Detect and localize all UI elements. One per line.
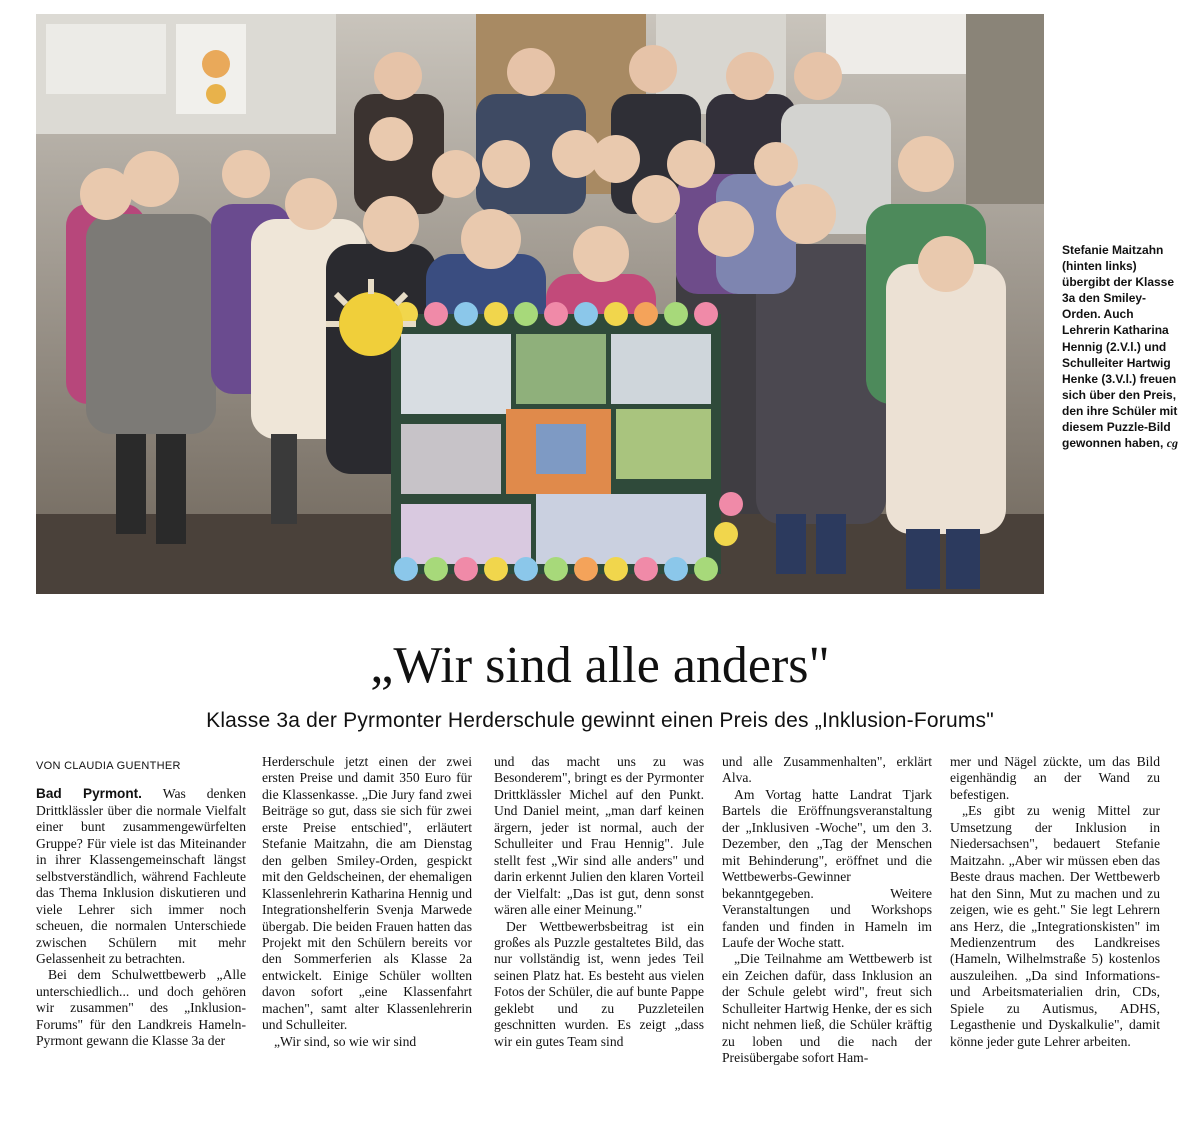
paragraph: Herderschule jetzt einen der zwei ersten Preise und damit 350 Euro für die Klassenkasse. „Die Jury fand zwei Beiträge so gut, dass sie sich für zwei erste Preise entschied", erläutert Stefanie Maitzahn, die am Dienstag den gelben Smiley-Orden, gespickt mit den Geldscheinen, der ehemaligen Klassenlehrerin Katharina Hennig und Integrationshelferin Svenja Marwede übergab. Die beiden Frauen hatten das Projekt mit den Schülern bereits vor den Sommerferien als Klasse 2a entwickelt. Einige Schüler wollten davon sofort „eine Klassenfahrt machen", samt alter Klassenlehrerin und Schulleiter. [262,754,472,1033]
caption-text: Stefanie Maitzahn (hinten links) übergibt der Klasse 3a den Smiley-Orden. Auch Lehrerin Katharina Hennig (2.V.l.) und Schulleiter Hartwig Henke (3.V.l.) freuen sich über den Preis, den ihre Schüler mit diesem Puzzle-Bild gewonnen haben, [1062,243,1178,451]
photo-caption [1062,242,1182,451]
subheadline: Klasse 3a der Pyrmonter Herderschule gewinnt einen Preis des „Inklusion-Forums" [206,709,994,732]
photo-credit: cg [1166,436,1179,451]
headline: „Wir sind alle anders" [370,637,830,694]
article-column-1 [36,758,246,1050]
paragraph: Bad Pyrmont. Was denken Drittklässler über die normale Vielfalt einer bunt zusammengewürfelten Gruppe? Für viele ist das Miteinander in ihrer Klassengemeinschaft längst selbstverständlich, während Fachleute das Thema Inklusion diskutieren und viele Lehrer sich immer noch scheuen, die normalen Unterschiede zwischen Schülern mit mehr Gelassenheit zu betrachten. [36,786,247,966]
article-column-5 [950,754,1160,1050]
paragraph: Der Wettbewerbsbeitrag ist ein großes als Puzzle gestaltetes Bild, das nur vollständig ist, wenn jedes Teil seinen Platz hat. Es besteht aus vielen Fotos der Schüler, die auf bunte Pappe geklebt und zu Puzzleteilen geschnitten wurden. Es zeigt „dass wir ein gutes Team sind [494,918,704,1049]
article-column-3 [494,754,704,1050]
article-column-4 [722,754,932,1067]
paragraph: und alle Zusammenhalten", erklärt Alva. [722,754,932,786]
dateline: Bad Pyrmont. [36,786,142,802]
paragraph: Am Vortag hatte Landrat Tjark Bartels die Eröffnungsveranstaltung der „Inklusiven -Woche", um den 3. Dezember, den „Tag der Menschen mit Behinderung", eröffnet und die Wettbewerbs-Gewinner bekanntgegeben. Weitere Veranstaltungen und Workshops fanden und finden in Hameln im Laufe der Woche statt. [722,786,932,950]
smiley-orden [339,292,403,356]
article-column-2 [262,754,472,1050]
photo-illustration [36,14,1044,594]
paragraph: „Die Teilnahme am Wettbewerb ist ein Zeichen dafür, dass Inklusion an der Schule gelebt wird", freut sich Schulleiter Hartwig Henke, der es sich nicht nehmen ließ, die Schüler kräftig zu loben und die nach der Preisübergabe sofort Ham- [722,951,932,1066]
byline: VON CLAUDIA GUENTHER [36,760,181,772]
paragraph: „Es gibt zu wenig Mittel zur Umsetzung der Inklusion in Niedersachsen", bedauert Stefanie Maitzahn. „Aber wir müssen eben das Beste draus machen. Der Wettbewerb hat den Sinn, Mut zu machen und zu zeigen, wie es geht." Sie legt Lehrern ans Herz, die „Integrationskisten" im Medienzentrum des Landkreises (Hameln, Wilhelmstraße 5) kostenlos auszuleihen. „Da sind Informations- und Arbeitsmaterialien drin, CDs, Spiele zu Autismus, ADHS, Legasthenie und Dyskalkulie", damit könne jeder gute Lehrer arbeiten. [950,803,1160,1049]
paragraph: mer und Nägel zückte, um das Bild eigenhändig an der Wand zu befestigen. [950,754,1160,802]
paragraph: Bei dem Schulwettbewerb „Alle unterschiedlich... und doch gehören wir zusammen" des „Inklusion-Forums" für den Landkreis Hameln-Pyrmont gewann die Klasse 3a der [36,967,246,1049]
paragraph: und das macht uns zu was Besonderem", bringt es der Pyrmonter Drittklässler Michel auf den Punkt. Und Daniel meint, „man darf keinen ärgern, jeder ist normal, auch der Schulleiter und Frau Hennig". Jule stellt fest „Wir sind alle anders" und darin erkennt Julien den klaren Vorteil der Vielfalt: „Das ist gut, denn sonst wären alle einer Meinung." [494,754,704,918]
paragraph: „Wir sind, so wie wir sind [274,1033,417,1049]
group-photo [36,14,1044,594]
